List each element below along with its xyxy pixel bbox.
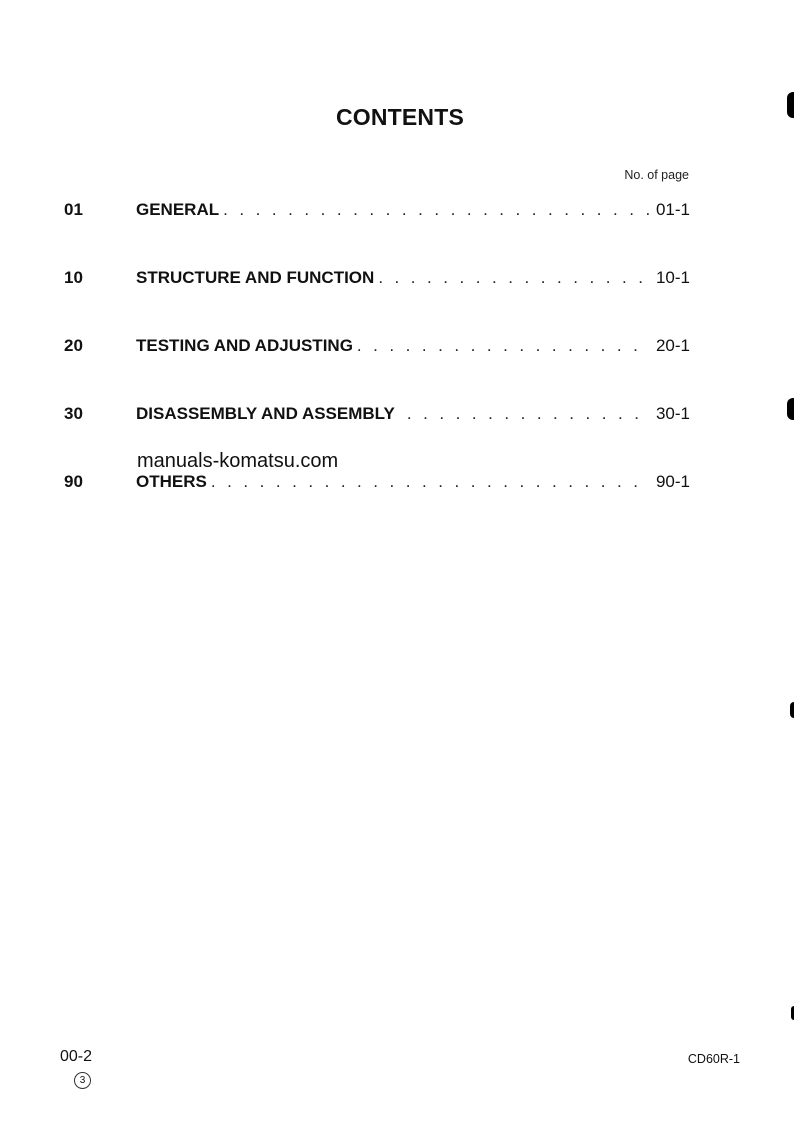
toc-row-others[interactable] <box>64 472 690 494</box>
toc-row-structure-and-function[interactable] <box>64 268 690 290</box>
binding-hole-mark <box>790 702 794 718</box>
section-number: 30 <box>64 404 83 423</box>
watermark-text: manuals-komatsu.com <box>137 450 339 472</box>
dot-leader <box>407 404 650 424</box>
section-number: 20 <box>64 336 83 355</box>
binding-hole-mark <box>787 92 794 118</box>
section-label: STRUCTURE AND FUNCTION <box>136 268 375 287</box>
dot-leader <box>357 336 650 356</box>
footer-model: CD60R-1 <box>687 1052 740 1066</box>
dot-leader <box>223 200 650 220</box>
section-page: 90-1 <box>655 472 690 491</box>
toc-row-disassembly-and-assembly[interactable] <box>64 404 690 426</box>
binding-hole-mark <box>787 398 794 420</box>
page-column-header: No. of page <box>624 168 689 182</box>
toc-row-testing-and-adjusting[interactable] <box>64 336 690 358</box>
section-page: 30-1 <box>655 404 690 423</box>
section-label: GENERAL <box>136 200 220 219</box>
dot-leader <box>378 268 650 288</box>
section-number: 01 <box>64 200 83 219</box>
footer-page-number: 00-2 <box>60 1048 93 1065</box>
section-page: 10-1 <box>655 268 690 287</box>
section-page: 20-1 <box>655 336 690 355</box>
page-title: CONTENTS <box>335 104 465 130</box>
section-label: TESTING AND ADJUSTING <box>136 336 353 355</box>
section-label: DISASSEMBLY AND ASSEMBLY <box>136 404 395 423</box>
section-number: 90 <box>64 472 83 491</box>
revision-mark: 3 <box>74 1072 91 1089</box>
toc-row-general[interactable] <box>64 200 690 222</box>
section-page: 01-1 <box>655 200 690 219</box>
section-number: 10 <box>64 268 83 287</box>
dot-leader <box>211 472 650 492</box>
section-label: OTHERS <box>136 472 207 491</box>
